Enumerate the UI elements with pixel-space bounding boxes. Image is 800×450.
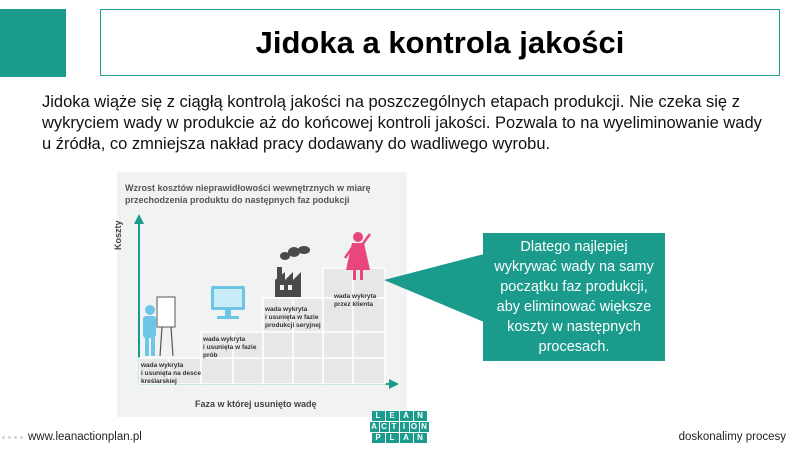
stage-4-cell (323, 268, 385, 384)
monitor-icon (211, 286, 245, 319)
figure-x-label: Faza w której usunięto wadę (195, 399, 317, 409)
intro-paragraph: Jidoka wiąże się z ciągłą kontrolą jakości na poszczególnych etapach produkcji. Nie czeka się z wykryciem wady w produkcie aż do końcowej kontroli jakości. Pozwala to na wyeliminowanie wady u źródła, co zmniejsza nakład pracy dodawany do wadliwego wyrobu. (42, 93, 762, 153)
stage-3-label: wada wykryta i usunięta w fazie produkcji seryjnej (265, 306, 321, 329)
footer-url[interactable]: www.leanactionplan.pl (28, 431, 142, 443)
figure-y-label: Koszty (113, 220, 123, 250)
stage-4-label: wada wykryta przez klienta (334, 293, 377, 308)
callout-pointer (380, 250, 485, 330)
x-axis-arrow (389, 379, 399, 389)
title-box (100, 9, 780, 76)
stage-1-label: wada wykryta i usunięta na desce kreślarskiej (141, 362, 201, 385)
y-axis-arrow (134, 214, 144, 224)
lean-action-plan-logo: L E A N A C T I O N P L A N (371, 411, 427, 442)
corner-accent-block (0, 9, 66, 77)
callout-box: Dlatego najlepiej wykrywać wady na samy początku faz produkcji, aby eliminować większe koszty w następnych procesach. (483, 233, 665, 361)
footer-slogan: doskonalimy procesy (678, 431, 786, 443)
stage-2-label: wada wykryta i usunięta w fazie prób (203, 336, 257, 359)
factory-icon (275, 246, 310, 297)
footer-dots (2, 436, 23, 439)
engineer-icon (143, 297, 175, 356)
figure-title: Wzrost kosztów nieprawidłowości wewnętrznych w miarę przechodzenia produktu do następnych faz podukcji (125, 183, 371, 205)
page-title: Jidoka a kontrola jakości (255, 24, 625, 60)
